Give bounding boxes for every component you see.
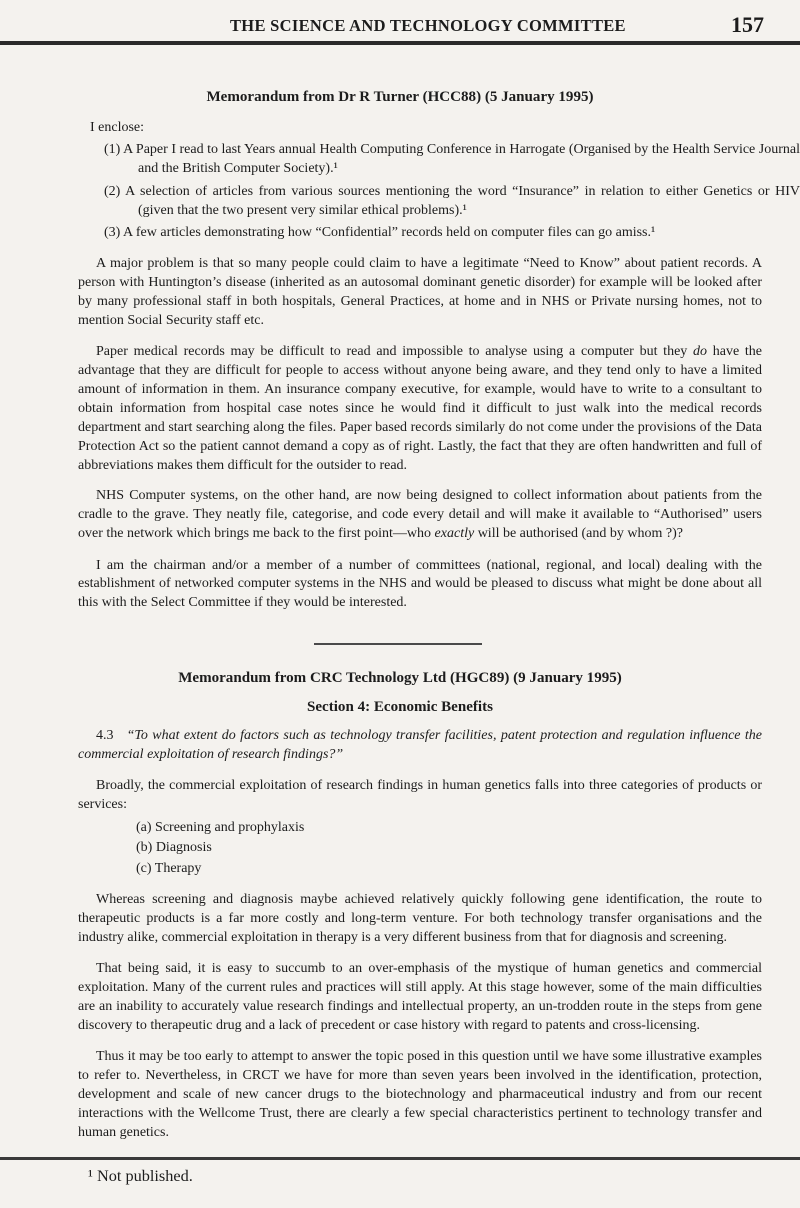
memo1-p3-emphasis: exactly <box>434 526 475 542</box>
category-c: (c) Therapy <box>136 861 202 877</box>
memo1-item-2: (2) A selection of articles from various sources mentioning the word “Insurance” in relation to either Genetics or HIV (given that the two present very similar ethical problems).¹ <box>104 183 800 218</box>
running-title: THE SCIENCE AND TECHNOLOGY COMMITTEE <box>230 16 626 35</box>
memo1-paragraph-4: I am the chairman and/or a member of a number of committees (national, regional, and local) dealing with the establishment of networked computer systems in the NHS and would be pleased to discuss what might be done about all this with the Select Committee if they would be interested. <box>78 557 762 611</box>
footnote: ¹ Not published. <box>88 1166 193 1185</box>
category-a: (a) Screening and prophylaxis <box>136 819 305 835</box>
page-number: 157 <box>731 12 764 37</box>
header-rule <box>0 41 800 45</box>
category-b: (b) Diagnosis <box>136 840 212 856</box>
question-number: 4.3 <box>96 728 114 744</box>
question-text: “To what extent do factors such as technology transfer facilities, patent protection and regulation influence the commercial exploitation of research findings?” <box>78 728 762 763</box>
memo1-p3-text-b: will be authorised (and by whom ?)? <box>474 526 683 542</box>
memo1-item-3: (3) A few articles demonstrating how “Confidential” records held on computer files can go amiss.¹ <box>104 225 656 241</box>
memo2-title: Memorandum from CRC Technology Ltd (HGC89) (9 January 1995) <box>178 669 622 686</box>
memo1-p2-emphasis: do <box>693 344 708 360</box>
memo1-intro: I enclose: <box>90 120 145 136</box>
memo1-paragraph-2 <box>78 343 762 475</box>
memo1-p2-text-a: Paper medical records may be difficult to read and impossible to analyse using a computer but they <box>96 344 694 360</box>
memo2-paragraph-1: Broadly, the commercial exploitation of research findings in human genetics falls into three categories of products or services: <box>78 778 762 813</box>
memo2-paragraph-3: That being said, it is easy to succumb to an over-emphasis of the mystique of human genetics and commercial exploitation. Many of the current rules and practices will still apply. At this stage however, some of the main difficulties are an inability to accurately value research findings and intellectual property, an un-trodden route in the steps from gene discovery to therapeutic drug and a lack of precedent or case history with regard to patents and cross-licensing. <box>78 961 762 1033</box>
memo2-paragraph-2: Whereas screening and diagnosis maybe achieved relatively quickly following gene identification, the route to therapeutic products is a far more costly and long-term venture. For both technology transfer organisations and the industry alike, commercial exploitation in therapy is a very different business from that for diagnosis and screening. <box>78 892 762 945</box>
running-head <box>0 14 800 54</box>
memo2-section-heading: Section 4: Economic Benefits <box>307 698 493 715</box>
memo-separator-rule <box>314 643 482 645</box>
memo2-question <box>78 727 762 765</box>
memo1-item-1: (1) A Paper I read to last Years annual Health Computing Conference in Harrogate (Organised by the Health Service Journal and the British Computer Society).¹ <box>104 142 800 177</box>
footnote-rule <box>0 1157 800 1160</box>
memo1-p2-text-b: have the advantage that they are difficult for people to access without anyone being aware, and they tend only to have a limited amount of information in them. An insurance company executive, for example, would have to write to a consultant to obtain information from hospital case notes since he would find it difficult to just walk into the medical records department and start searching along the files. Paper based records similarly do not come under the provisions of the Data Protection Act so the patient cannot demand a copy as of right. Lastly, the fact that they are often handwritten and full of abbreviations makes them difficult for the outsider to read. <box>78 344 762 473</box>
memo1-title: Memorandum from Dr R Turner (HCC88) (5 January 1995) <box>206 89 594 105</box>
memo2-paragraph-4: Thus it may be too early to attempt to answer the topic posed in this question until we have some illustrative examples to refer to. Nevertheless, in CRCT we have for more than seven years been involved in the identification, protection, development and scale of new cancer drugs to the biotechnology and pharmaceutical industry and from our recent interactions with the Wellcome Trust, there are clearly a few special characteristics pertinent to technology transfer and human genetics. <box>78 1049 762 1140</box>
memo1-p3-text-a: NHS Computer systems, on the other hand, are now being designed to collect information about patients from the cradle to the grave. They neatly file, categorise, and code every detail and will make it available to “Authorised” users over the network which brings me back to the first point—who <box>78 488 762 542</box>
memo1-paragraph-3 <box>78 487 762 544</box>
memo1-paragraph-1: A major problem is that so many people could claim to have a legitimate “Need to Know” about patient records. A person with Huntington’s disease (inherited as an autosomal dominant genetic disorder) for example will be looked after by many professional staff in both hospitals, General Practices, at home and in NHS or Private nursing homes, not to mention Social Security staff etc. <box>78 256 762 329</box>
